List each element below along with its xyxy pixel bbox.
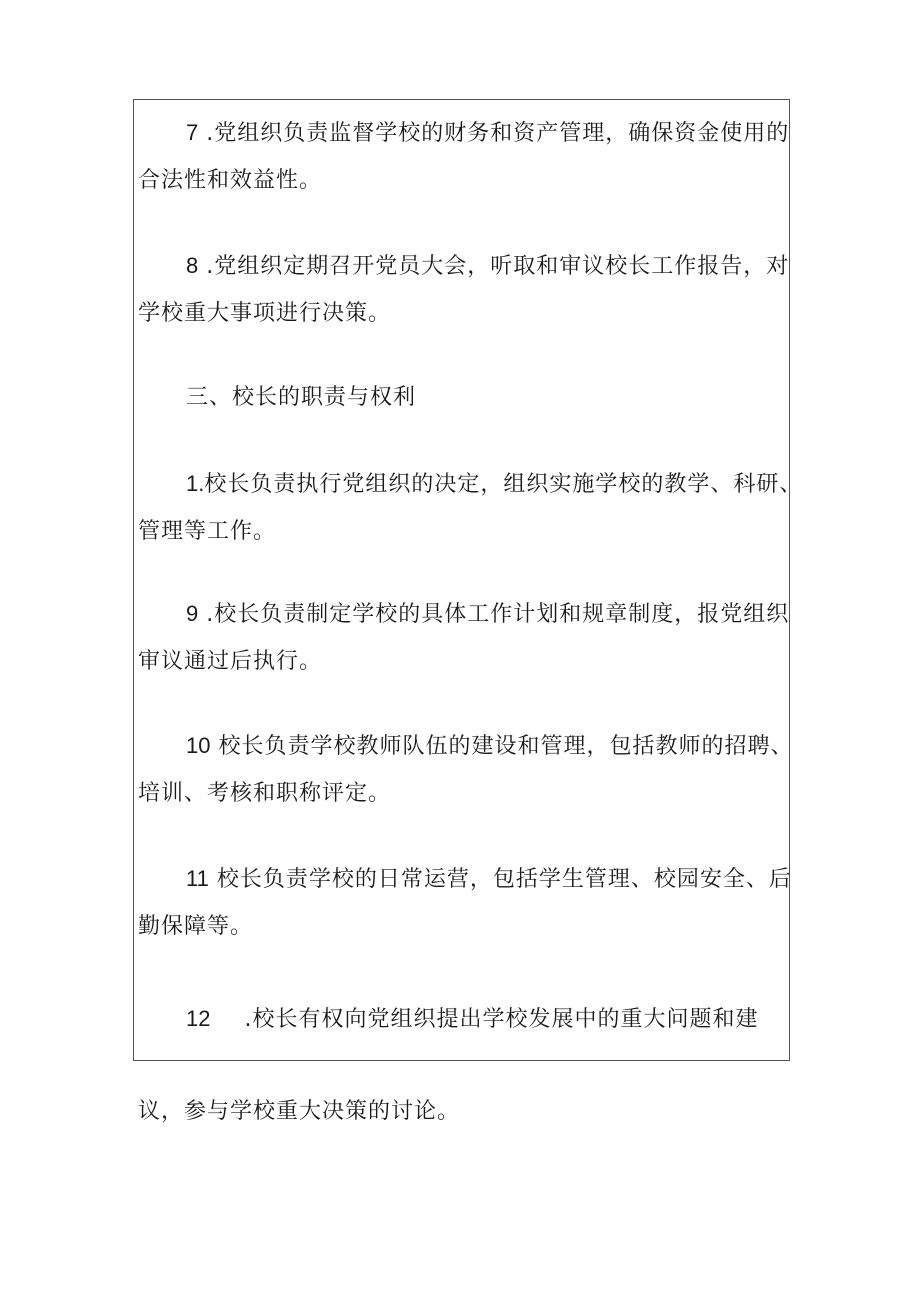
paragraph-item-12 <box>138 995 790 1043</box>
paragraph-text: 校长负责执行党组织的决定，组织实施学校的教学、科研、 <box>204 472 803 497</box>
paragraph-item-1 <box>138 460 803 556</box>
section-heading <box>138 374 790 422</box>
paragraph-text: 校长负责学校教师队伍的建设和管理，包括教师的招聘、 <box>210 734 794 759</box>
paragraph-line <box>138 722 794 770</box>
item-number: 7 <box>186 120 199 145</box>
paragraph-line <box>138 995 790 1043</box>
paragraph-text: 审议通过后执行。 <box>138 649 323 674</box>
item-number: 9 <box>186 601 199 626</box>
paragraph-text: 勤保障等。 <box>138 914 254 939</box>
item-number: 12 <box>186 1006 211 1031</box>
paragraph-text: 校长负责学校的日常运营，包括学生管理、校园安全、后 <box>208 867 792 892</box>
paragraph-line <box>138 590 790 638</box>
paragraph-text: 管理等工作。 <box>138 519 277 544</box>
paragraph-item-8 <box>138 242 790 338</box>
paragraph-text: .党组织定期召开党员大会，听取和审议校长工作报告，对 <box>198 254 790 279</box>
paragraph-item-9 <box>138 590 790 686</box>
item-number: 11 <box>186 866 209 891</box>
paragraph-line <box>138 109 790 157</box>
paragraph-item-10 <box>138 722 794 818</box>
paragraph-text: 培训、考核和职称评定。 <box>138 781 392 806</box>
paragraph-text: 合法性和效益性。 <box>138 168 323 193</box>
item-number: 1. <box>186 471 205 496</box>
paragraph-item-11 <box>138 855 790 951</box>
paragraph-item-7 <box>138 109 790 205</box>
paragraph-text: .党组织负责监督学校的财务和资产管理，确保资金使用的 <box>198 121 790 146</box>
paragraph-line <box>138 855 790 903</box>
paragraph-line <box>138 460 803 508</box>
paragraph-text: 学校重大事项进行决策。 <box>138 301 392 326</box>
paragraph-line <box>138 242 790 290</box>
heading-text: 三、校长的职责与权利 <box>186 385 417 410</box>
continuation-text: 议，参与学校重大决策的讨论。 <box>138 1099 461 1124</box>
item-number: 10 <box>186 733 211 758</box>
paragraph-text: .校长有权向党组织提出学校发展中的重大问题和建 <box>244 1007 759 1032</box>
paragraph-text: .校长负责制定学校的具体工作计划和规章制度，报党组织 <box>198 602 790 627</box>
item-number: 8 <box>186 253 199 278</box>
